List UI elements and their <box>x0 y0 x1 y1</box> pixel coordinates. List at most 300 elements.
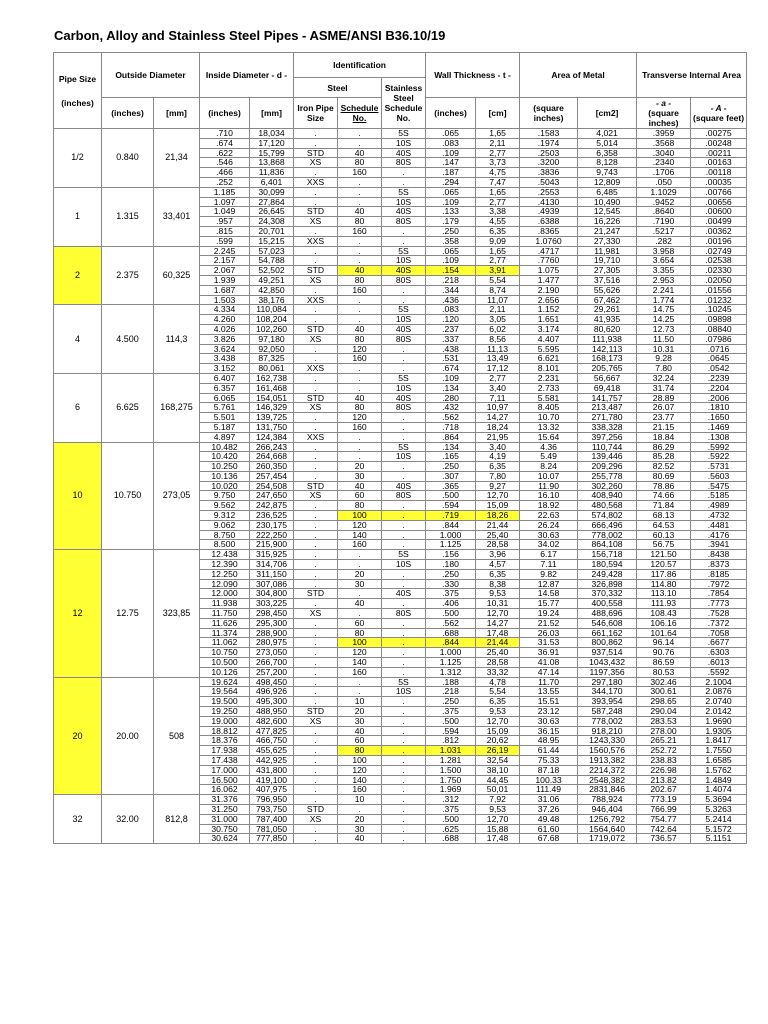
table-cell: 213,487 <box>578 403 637 413</box>
table-cell: 120 <box>338 648 382 658</box>
table-cell: 55,626 <box>578 285 637 295</box>
table-cell: 546,608 <box>578 618 637 628</box>
table-cell: .7972 <box>691 579 747 589</box>
table-cell: 5.1151 <box>691 834 747 844</box>
table-cell: XS <box>294 716 338 726</box>
table-cell: .432 <box>426 403 476 413</box>
table-cell: .0542 <box>691 364 747 374</box>
table-cell: 12,70 <box>476 814 520 824</box>
table-cell: .466 <box>200 168 250 178</box>
header-od-inches: (inches) <box>102 98 154 129</box>
table-cell: 12.000 <box>200 589 250 599</box>
table-cell: 1.281 <box>426 756 476 766</box>
table-cell: 12,70 <box>476 716 520 726</box>
table-cell: . <box>294 285 338 295</box>
table-cell: 19.000 <box>200 716 250 726</box>
header-inside-diameter: Inside Diameter - d - <box>200 53 294 98</box>
table-cell: .436 <box>426 295 476 305</box>
table-cell: XS <box>294 403 338 413</box>
table-cell: 1,65 <box>476 187 520 197</box>
table-cell: 742.64 <box>637 824 691 834</box>
table-cell: 338,328 <box>578 422 637 432</box>
table-cell: 8,38 <box>476 579 520 589</box>
table-cell: 1.000 <box>426 648 476 658</box>
table-cell: 1.312 <box>426 667 476 677</box>
table-header <box>54 53 747 129</box>
table-cell: 120 <box>338 413 382 423</box>
table-cell: STD <box>294 589 338 599</box>
table-cell: . <box>294 373 338 383</box>
table-cell: .710 <box>200 129 250 139</box>
table-cell: .3200 <box>520 158 578 168</box>
table-cell: 766.99 <box>637 804 691 814</box>
table-cell: 56.75 <box>637 540 691 550</box>
table-cell: . <box>382 765 426 775</box>
table-row <box>54 550 747 560</box>
table-cell: .812 <box>426 736 476 746</box>
table-cell: 40 <box>338 599 382 609</box>
table-cell: 15,88 <box>476 824 520 834</box>
table-cell: 6,35 <box>476 697 520 707</box>
table-cell: .719 <box>426 511 476 521</box>
table-cell: 754.77 <box>637 814 691 824</box>
table-cell: 108.43 <box>637 609 691 619</box>
table-cell: 793,750 <box>250 804 294 814</box>
table-cell: 111.93 <box>637 599 691 609</box>
table-cell: 5,014 <box>578 138 637 148</box>
table-cell: . <box>294 648 338 658</box>
table-cell: . <box>294 540 338 550</box>
table-cell: .375 <box>426 589 476 599</box>
table-cell: .218 <box>426 275 476 285</box>
table-cell: .844 <box>426 638 476 648</box>
header-stainless-schedule: Stainless Steel Schedule No. <box>382 78 426 129</box>
table-cell: 1564,640 <box>578 824 637 834</box>
table-cell: 1.125 <box>426 658 476 668</box>
table-cell: . <box>382 648 426 658</box>
table-cell: .00600 <box>691 207 747 217</box>
table-cell: 4.897 <box>200 432 250 442</box>
table-cell: 12,545 <box>578 207 637 217</box>
pipe-size-cell: 4 <box>54 305 102 374</box>
table-cell: 236,525 <box>250 511 294 521</box>
table-cell: 8.24 <box>520 462 578 472</box>
table-cell: 26.24 <box>520 520 578 530</box>
table-cell: .4989 <box>691 501 747 511</box>
table-cell: . <box>382 804 426 814</box>
table-cell: . <box>338 373 382 383</box>
table-cell: .065 <box>426 187 476 197</box>
table-cell: 864,108 <box>578 540 637 550</box>
header-wt-inches: (inches) <box>426 98 476 129</box>
od-inches-cell: 20.00 <box>102 677 154 795</box>
table-cell: 12.438 <box>200 550 250 560</box>
table-cell: 4,55 <box>476 217 520 227</box>
table-cell: . <box>382 501 426 511</box>
table-cell: 252.72 <box>637 746 691 756</box>
table-cell: 19.500 <box>200 697 250 707</box>
table-cell: 68.13 <box>637 511 691 521</box>
table-cell: 1.075 <box>520 266 578 276</box>
table-cell: .250 <box>426 462 476 472</box>
table-cell: . <box>338 187 382 197</box>
table-cell: 110,744 <box>578 442 637 452</box>
table-cell: 1043,432 <box>578 658 637 668</box>
table-cell: 2548,382 <box>578 775 637 785</box>
table-cell: 18,24 <box>476 422 520 432</box>
table-cell: 11.374 <box>200 628 250 638</box>
table-cell: 5.187 <box>200 422 250 432</box>
table-cell: 5S <box>382 677 426 687</box>
table-cell: 120 <box>338 344 382 354</box>
table-cell: 111,938 <box>578 334 637 344</box>
table-cell: 9.750 <box>200 491 250 501</box>
table-cell: 40S <box>382 393 426 403</box>
table-cell: 271,780 <box>578 413 637 423</box>
table-cell: 5S <box>382 129 426 139</box>
table-cell: 307,086 <box>250 579 294 589</box>
table-cell: . <box>294 795 338 805</box>
table-cell: .4130 <box>520 197 578 207</box>
table-cell: 5.1572 <box>691 824 747 834</box>
table-cell: 477,825 <box>250 726 294 736</box>
pipe-size-cell: 32 <box>54 795 102 844</box>
table-cell: 78.86 <box>637 481 691 491</box>
table-cell: 40S <box>382 207 426 217</box>
table-cell: .134 <box>426 442 476 452</box>
table-cell: .438 <box>426 344 476 354</box>
table-cell: 778,002 <box>578 530 637 540</box>
table-cell: .844 <box>426 520 476 530</box>
table-cell: .280 <box>426 393 476 403</box>
table-cell: 80 <box>338 501 382 511</box>
table-cell: 49,251 <box>250 275 294 285</box>
table-cell: .109 <box>426 256 476 266</box>
table-cell: XXS <box>294 295 338 305</box>
table-cell: . <box>294 736 338 746</box>
table-cell: .375 <box>426 707 476 717</box>
table-cell: 111.49 <box>520 785 578 795</box>
table-cell: . <box>382 579 426 589</box>
table-cell: .7773 <box>691 599 747 609</box>
table-cell: 7,11 <box>476 393 520 403</box>
table-cell: 44,45 <box>476 775 520 785</box>
table-cell: 30 <box>338 824 382 834</box>
table-cell: .3836 <box>520 168 578 178</box>
table-cell: 10.07 <box>520 471 578 481</box>
table-cell: .10245 <box>691 305 747 315</box>
table-cell: 160 <box>338 226 382 236</box>
table-cell: 80 <box>338 403 382 413</box>
table-cell: .165 <box>426 452 476 462</box>
table-cell: 2.067 <box>200 266 250 276</box>
table-cell: 6,35 <box>476 226 520 236</box>
table-cell: .1308 <box>691 432 747 442</box>
od-inches-cell: 6.625 <box>102 373 154 442</box>
table-cell: . <box>338 246 382 256</box>
header-steel: Steel <box>294 78 382 98</box>
table-cell: 2,77 <box>476 373 520 383</box>
table-cell: 6.17 <box>520 550 578 560</box>
table-cell: 10,97 <box>476 403 520 413</box>
header-wall-thickness: Wall Thickness - t - <box>426 53 520 98</box>
table-cell: .065 <box>426 246 476 256</box>
table-cell: . <box>382 785 426 795</box>
table-cell: .6677 <box>691 638 747 648</box>
table-cell: 2.245 <box>200 246 250 256</box>
table-cell: . <box>294 530 338 540</box>
table-cell: . <box>382 814 426 824</box>
header-transverse-area: Transverse Internal Area <box>637 53 747 98</box>
table-cell: .6388 <box>520 217 578 227</box>
table-cell: 13.55 <box>520 687 578 697</box>
table-cell: 4.026 <box>200 324 250 334</box>
table-cell: 40 <box>338 324 382 334</box>
table-cell: 9,53 <box>476 804 520 814</box>
table-cell: .179 <box>426 217 476 227</box>
table-cell: . <box>294 413 338 423</box>
table-cell: 2,11 <box>476 305 520 315</box>
table-cell: 6,401 <box>250 177 294 187</box>
table-cell: 80.69 <box>637 471 691 481</box>
table-cell: .00499 <box>691 217 747 227</box>
header-schedule-no: Schedule No. <box>338 98 382 129</box>
table-cell: 100 <box>338 756 382 766</box>
table-cell: 1719,072 <box>578 834 637 844</box>
table-cell: 230,175 <box>250 520 294 530</box>
table-cell: 19.24 <box>520 609 578 619</box>
table-cell: .4732 <box>691 511 747 521</box>
od-inches-cell: 4.500 <box>102 305 154 374</box>
table-cell: .8185 <box>691 569 747 579</box>
table-cell: 10,490 <box>578 197 637 207</box>
table-cell: 2.953 <box>637 275 691 285</box>
table-cell: 11.062 <box>200 638 250 648</box>
table-cell: 5S <box>382 305 426 315</box>
table-row <box>54 246 747 256</box>
table-cell: 13,868 <box>250 158 294 168</box>
table-row <box>54 677 747 687</box>
table-cell: 10.750 <box>200 648 250 658</box>
table-cell: .7528 <box>691 609 747 619</box>
table-cell: 7,47 <box>476 177 520 187</box>
table-cell: 10S <box>382 138 426 148</box>
table-body <box>54 129 747 844</box>
table-cell: 92,050 <box>250 344 294 354</box>
table-cell: STD <box>294 481 338 491</box>
table-cell: .00275 <box>691 129 747 139</box>
table-cell: . <box>294 599 338 609</box>
table-cell: 209,296 <box>578 462 637 472</box>
table-cell: 37,516 <box>578 275 637 285</box>
table-cell: 30.63 <box>520 530 578 540</box>
table-cell: .050 <box>637 177 691 187</box>
table-cell: . <box>338 804 382 814</box>
table-cell: 11.626 <box>200 618 250 628</box>
table-cell: 19.564 <box>200 687 250 697</box>
table-cell: . <box>382 775 426 785</box>
table-cell: 1.687 <box>200 285 250 295</box>
table-cell: 3,91 <box>476 266 520 276</box>
table-cell: . <box>294 658 338 668</box>
table-cell: 260,350 <box>250 462 294 472</box>
table-cell: . <box>294 628 338 638</box>
table-cell: 100.33 <box>520 775 578 785</box>
table-cell: . <box>382 168 426 178</box>
table-cell: 1.097 <box>200 197 250 207</box>
table-cell: 37.26 <box>520 804 578 814</box>
table-cell: 10.126 <box>200 667 250 677</box>
table-cell: . <box>338 138 382 148</box>
table-cell: .147 <box>426 158 476 168</box>
table-cell: 1.1029 <box>637 187 691 197</box>
table-cell: 9,53 <box>476 589 520 599</box>
table-cell: 52,502 <box>250 266 294 276</box>
table-cell: 1.049 <box>200 207 250 217</box>
table-cell: 9,743 <box>578 168 637 178</box>
table-cell: 31.000 <box>200 814 250 824</box>
table-cell: 5S <box>382 246 426 256</box>
table-cell: STD <box>294 148 338 158</box>
table-cell: .8640 <box>637 207 691 217</box>
table-cell: 60 <box>338 491 382 501</box>
table-cell: 121.50 <box>637 550 691 560</box>
table-cell: .154 <box>426 266 476 276</box>
table-cell: 67,462 <box>578 295 637 305</box>
table-cell: .9452 <box>637 197 691 207</box>
table-cell: 419,100 <box>250 775 294 785</box>
table-cell: 238.83 <box>637 756 691 766</box>
table-cell: 311,150 <box>250 569 294 579</box>
table-cell: . <box>382 413 426 423</box>
table-cell: .406 <box>426 599 476 609</box>
table-cell: . <box>338 197 382 207</box>
table-cell: . <box>382 432 426 442</box>
table-cell: 14.25 <box>637 315 691 325</box>
table-cell: 3,40 <box>476 383 520 393</box>
table-cell: . <box>294 256 338 266</box>
table-cell: 140 <box>338 658 382 668</box>
table-cell: . <box>382 354 426 364</box>
table-cell: 14,27 <box>476 618 520 628</box>
pipe-table <box>53 52 747 844</box>
table-cell: 11.90 <box>520 481 578 491</box>
table-cell: . <box>382 462 426 472</box>
table-cell: 160 <box>338 422 382 432</box>
table-cell: 80S <box>382 275 426 285</box>
table-cell: 23.12 <box>520 707 578 717</box>
table-cell: .957 <box>200 217 250 227</box>
table-cell: 10.250 <box>200 462 250 472</box>
table-cell: . <box>338 609 382 619</box>
table-cell: 41,935 <box>578 315 637 325</box>
table-cell: .2340 <box>637 158 691 168</box>
table-cell: 11.750 <box>200 609 250 619</box>
table-cell: 290.04 <box>637 707 691 717</box>
table-cell: .2553 <box>520 187 578 197</box>
table-cell: .5043 <box>520 177 578 187</box>
table-cell: 393,954 <box>578 697 637 707</box>
table-cell: 10S <box>382 315 426 325</box>
table-cell: 71.84 <box>637 501 691 511</box>
table-cell: 2831,846 <box>578 785 637 795</box>
table-cell: 4.260 <box>200 315 250 325</box>
table-cell: . <box>294 442 338 452</box>
table-cell: 20,62 <box>476 736 520 746</box>
header-id-inches: (inches) <box>200 98 250 129</box>
table-cell: 1.939 <box>200 275 250 285</box>
table-cell: 21,44 <box>476 638 520 648</box>
table-cell: 6,485 <box>578 187 637 197</box>
table-cell: 1.651 <box>520 315 578 325</box>
table-cell: . <box>382 540 426 550</box>
table-cell: 19.250 <box>200 707 250 717</box>
table-cell: .594 <box>426 501 476 511</box>
table-cell: . <box>294 765 338 775</box>
table-cell: .5592 <box>691 667 747 677</box>
table-cell: 3,40 <box>476 442 520 452</box>
table-cell: . <box>294 344 338 354</box>
table-cell: 11.938 <box>200 599 250 609</box>
table-cell: 21.52 <box>520 618 578 628</box>
table-cell: 40 <box>338 266 382 276</box>
table-cell: 10.482 <box>200 442 250 452</box>
table-cell: . <box>338 256 382 266</box>
od-mm-cell: 812,8 <box>154 795 200 844</box>
table-cell: .02330 <box>691 266 747 276</box>
table-cell: 8,128 <box>578 158 637 168</box>
table-cell: 40S <box>382 266 426 276</box>
table-cell: 8,74 <box>476 285 520 295</box>
table-cell: 5,54 <box>476 687 520 697</box>
table-cell: 247,650 <box>250 491 294 501</box>
table-cell: .5475 <box>691 481 747 491</box>
table-cell: .8373 <box>691 560 747 570</box>
table-cell: .330 <box>426 579 476 589</box>
table-cell: 106.16 <box>637 618 691 628</box>
table-cell: 80 <box>338 275 382 285</box>
table-cell: . <box>382 295 426 305</box>
table-cell: .625 <box>426 824 476 834</box>
table-cell: 21,44 <box>476 520 520 530</box>
table-cell: . <box>382 834 426 844</box>
table-cell: 587,248 <box>578 707 637 717</box>
table-cell: 13,49 <box>476 354 520 364</box>
table-cell: 2,77 <box>476 197 520 207</box>
od-mm-cell: 168,275 <box>154 373 200 442</box>
table-cell: 1.9690 <box>691 716 747 726</box>
table-cell: .500 <box>426 814 476 824</box>
table-cell: .562 <box>426 618 476 628</box>
table-cell: . <box>294 687 338 697</box>
table-cell: 41.08 <box>520 658 578 668</box>
table-cell: 1243,330 <box>578 736 637 746</box>
table-cell: 86.29 <box>637 442 691 452</box>
table-cell: 61.44 <box>520 746 578 756</box>
table-cell: . <box>338 236 382 246</box>
table-cell: 10S <box>382 197 426 207</box>
table-cell: 30 <box>338 716 382 726</box>
table-cell: . <box>294 834 338 844</box>
table-cell: 781,050 <box>250 824 294 834</box>
table-cell: .1469 <box>691 422 747 432</box>
table-cell: 1.6585 <box>691 756 747 766</box>
table-cell: 315,925 <box>250 550 294 560</box>
table-cell: .5731 <box>691 462 747 472</box>
table-cell: 10S <box>382 452 426 462</box>
table-cell: 120.57 <box>637 560 691 570</box>
table-cell: 20 <box>338 814 382 824</box>
